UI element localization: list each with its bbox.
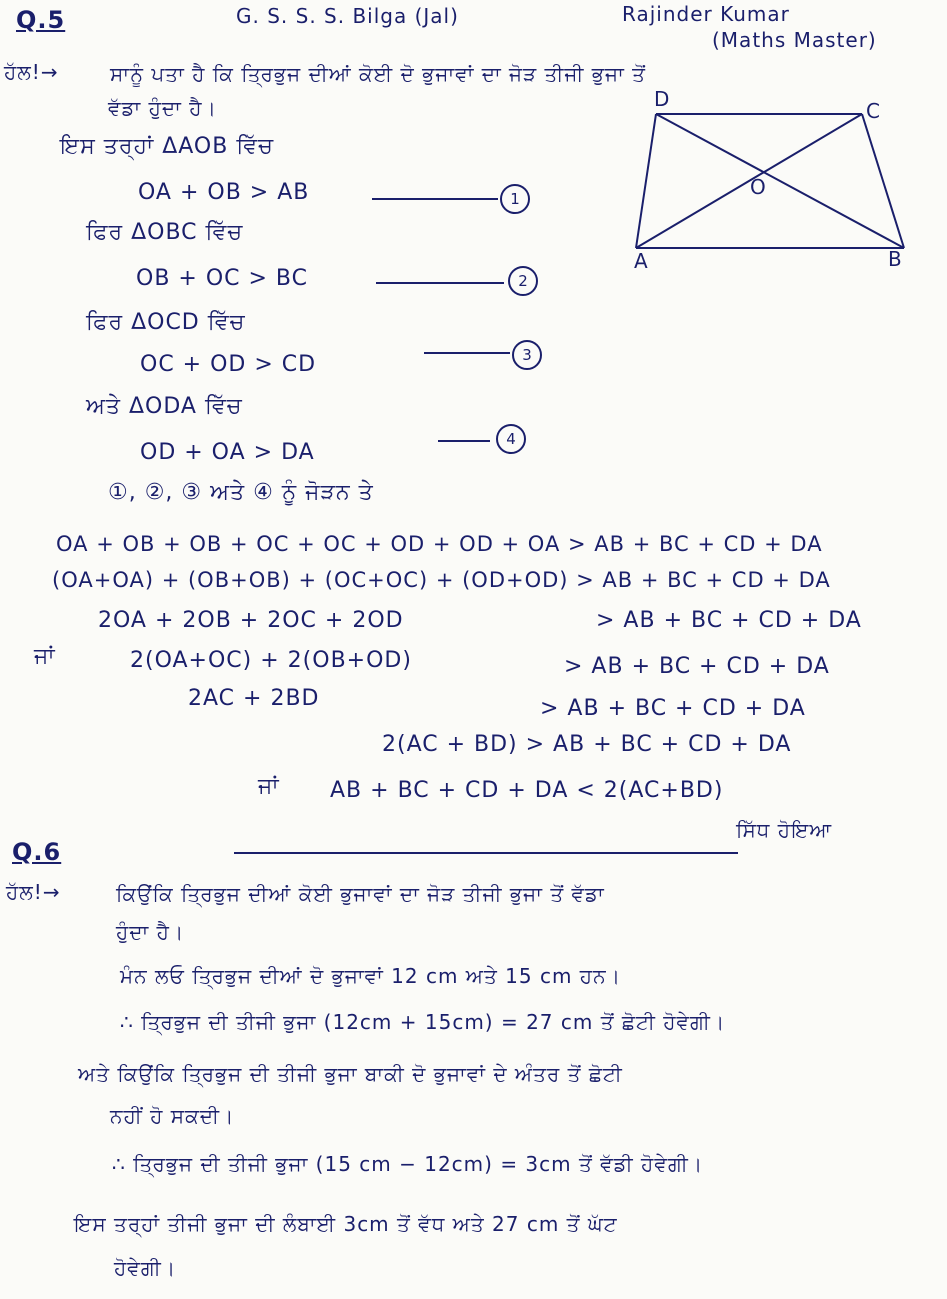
q6-line-3: ਮੰਨ ਲਓ ਤ੍ਰਿਭੁਜ ਦੀਆਂ ਦੋ ਭੁਜਾਵਾਂ 12 cm ਅਤੇ 15 cm ਹਨ। <box>120 964 622 988</box>
vertex-label-a: A <box>634 249 648 270</box>
intersection-label-o: O <box>750 175 766 199</box>
q6-line-5: ਅਤੇ ਕਿਉਂਕਿ ਤ੍ਰਿਭੁਜ ਦੀ ਤੀਜੀ ਭੁਜਾ ਬਾਕੀ ਦੋ ਭੁਜਾਵਾਂ ਦੇ ਅੰਤਰ ਤੋਂ ਛੋਟੀ <box>78 1062 623 1086</box>
q5-intro-line-1: ਸਾਨੂੰ ਪਤਾ ਹੈ ਕਿ ਤ੍ਰਿਭੁਜ ਦੀਆਂ ਕੋਈ ਦੋ ਭੁਜਾਵਾਂ ਦਾ ਜੋੜ ਤੀਜੀ ਭੁਜਾ ਤੋਂ <box>110 62 646 86</box>
step-3-label: ਫਿਰ ΔOCD ਵਿੱਚ <box>86 310 246 335</box>
sum-equation-5-right: > AB + BC + CD + DA <box>540 696 806 721</box>
sum-equation-5-left: 2AC + 2BD <box>188 686 320 711</box>
vertex-label-c: C <box>866 99 880 123</box>
q6-line-2: ਹੁੰਦਾ ਹੈ। <box>116 920 185 944</box>
sum-equation-3-right: > AB + BC + CD + DA <box>596 608 862 633</box>
sum-equation-4-left: 2(OA+OC) + 2(OB+OD) <box>130 648 412 673</box>
step-4-leader-line <box>438 440 490 442</box>
step-2-equation: OB + OC > BC <box>136 266 308 291</box>
step-4-label: ਅਤੇ ΔODA ਵਿੱਚ <box>86 394 243 419</box>
q6-line-9: ਹੋਵੇਗੀ। <box>114 1256 177 1280</box>
step-2-label: ਫਿਰ ΔOBC ਵਿੱਚ <box>86 220 244 245</box>
q6-line-1: ਕਿਉਂਕਿ ਤ੍ਰਿਭੁਜ ਦੀਆਂ ਕੋਈ ਭੁਜਾਵਾਂ ਦਾ ਜੋੜ ਤੀਜੀ ਭੁਜਾ ਤੋਂ ਵੱਡਾ <box>116 882 605 906</box>
diagonal-ca <box>636 114 862 248</box>
question-6-number: Q.6 <box>12 838 62 866</box>
step-3-leader-line <box>424 352 510 354</box>
step-1-label: ਇਸ ਤਰ੍ਹਾਂ ΔAOB ਵਿੱਚ <box>60 134 275 159</box>
sum-equation-2: (OA+OA) + (OB+OB) + (OC+OC) + (OD+OD) > AB + BC + CD + DA <box>52 568 831 592</box>
q6-line-4: ∴ ਤ੍ਰਿਭੁਜ ਦੀ ਤੀਜੀ ਭੁਜਾ (12cm + 15cm) = 27 cm ਤੋਂ ਛੋਟੀ ਹੋਵੇਗੀ। <box>120 1010 726 1034</box>
step-3-equation: OC + OD > CD <box>140 352 317 377</box>
author-name: Rajinder Kumar <box>622 2 790 26</box>
conclusion-prefix: ਜਾਂ <box>258 774 280 799</box>
step-1-number: 1 <box>500 184 530 214</box>
step-1-leader-line <box>372 198 498 200</box>
q6-line-6: ਨਹੀਂ ਹੋ ਸਕਦੀ। <box>110 1104 235 1128</box>
section-divider <box>234 852 738 854</box>
sum-equation-4-prefix: ਜਾਂ <box>34 644 56 669</box>
solution-lead: ਹੱਲ!→ <box>4 60 59 84</box>
sum-equation-6: 2(AC + BD) > AB + BC + CD + DA <box>382 732 792 757</box>
sum-equation-1: OA + OB + OB + OC + OC + OD + OD + OA > AB + BC + CD + DA <box>56 532 823 556</box>
step-1-equation: OA + OB > AB <box>138 180 310 205</box>
proved-mark: ਸਿੱਧ ਹੋਇਆ <box>736 818 833 842</box>
q5-intro-line-2: ਵੱਡਾ ਹੁੰਦਾ ਹੈ। <box>108 96 217 120</box>
diagonal-db <box>656 114 904 248</box>
step-2-leader-line <box>376 282 504 284</box>
q6-solution-lead: ਹੱਲ!→ <box>6 880 61 904</box>
quadrilateral-figure <box>620 80 920 270</box>
q6-line-7: ∴ ਤ੍ਰਿਭੁਜ ਦੀ ਤੀਜੀ ਭੁਜਾ (15 cm − 12cm) = 3cm ਤੋਂ ਵੱਡੀ ਹੋਵੇਗੀ। <box>112 1152 704 1176</box>
school-name: G. S. S. S. Bilga (Jal) <box>236 4 459 28</box>
step-3-number: 3 <box>512 340 542 370</box>
step-4-number: 4 <box>496 424 526 454</box>
vertex-label-d: D <box>654 87 670 111</box>
q6-line-8: ਇਸ ਤਰ੍ਹਾਂ ਤੀਜੀ ਭੁਜਾ ਦੀ ਲੰਬਾਈ 3cm ਤੋਂ ਵੱਧ ਅਤੇ 27 cm ਤੋਂ ਘੱਟ <box>74 1212 618 1236</box>
question-5-number: Q.5 <box>16 6 66 34</box>
conclusion-inequality: AB + BC + CD + DA < 2(AC+BD) <box>330 778 724 803</box>
vertex-label-b: B <box>888 247 902 270</box>
author-role: (Maths Master) <box>712 28 877 52</box>
combine-statement: ①, ②, ③ ਅਤੇ ④ ਨੂੰ ਜੋੜਨ ਤੇ <box>108 480 374 505</box>
side-da <box>636 114 656 248</box>
step-2-number: 2 <box>508 266 538 296</box>
sum-equation-3-left: 2OA + 2OB + 2OC + 2OD <box>98 608 404 633</box>
sum-equation-4-right: > AB + BC + CD + DA <box>564 654 830 679</box>
step-4-equation: OD + OA > DA <box>140 440 315 465</box>
